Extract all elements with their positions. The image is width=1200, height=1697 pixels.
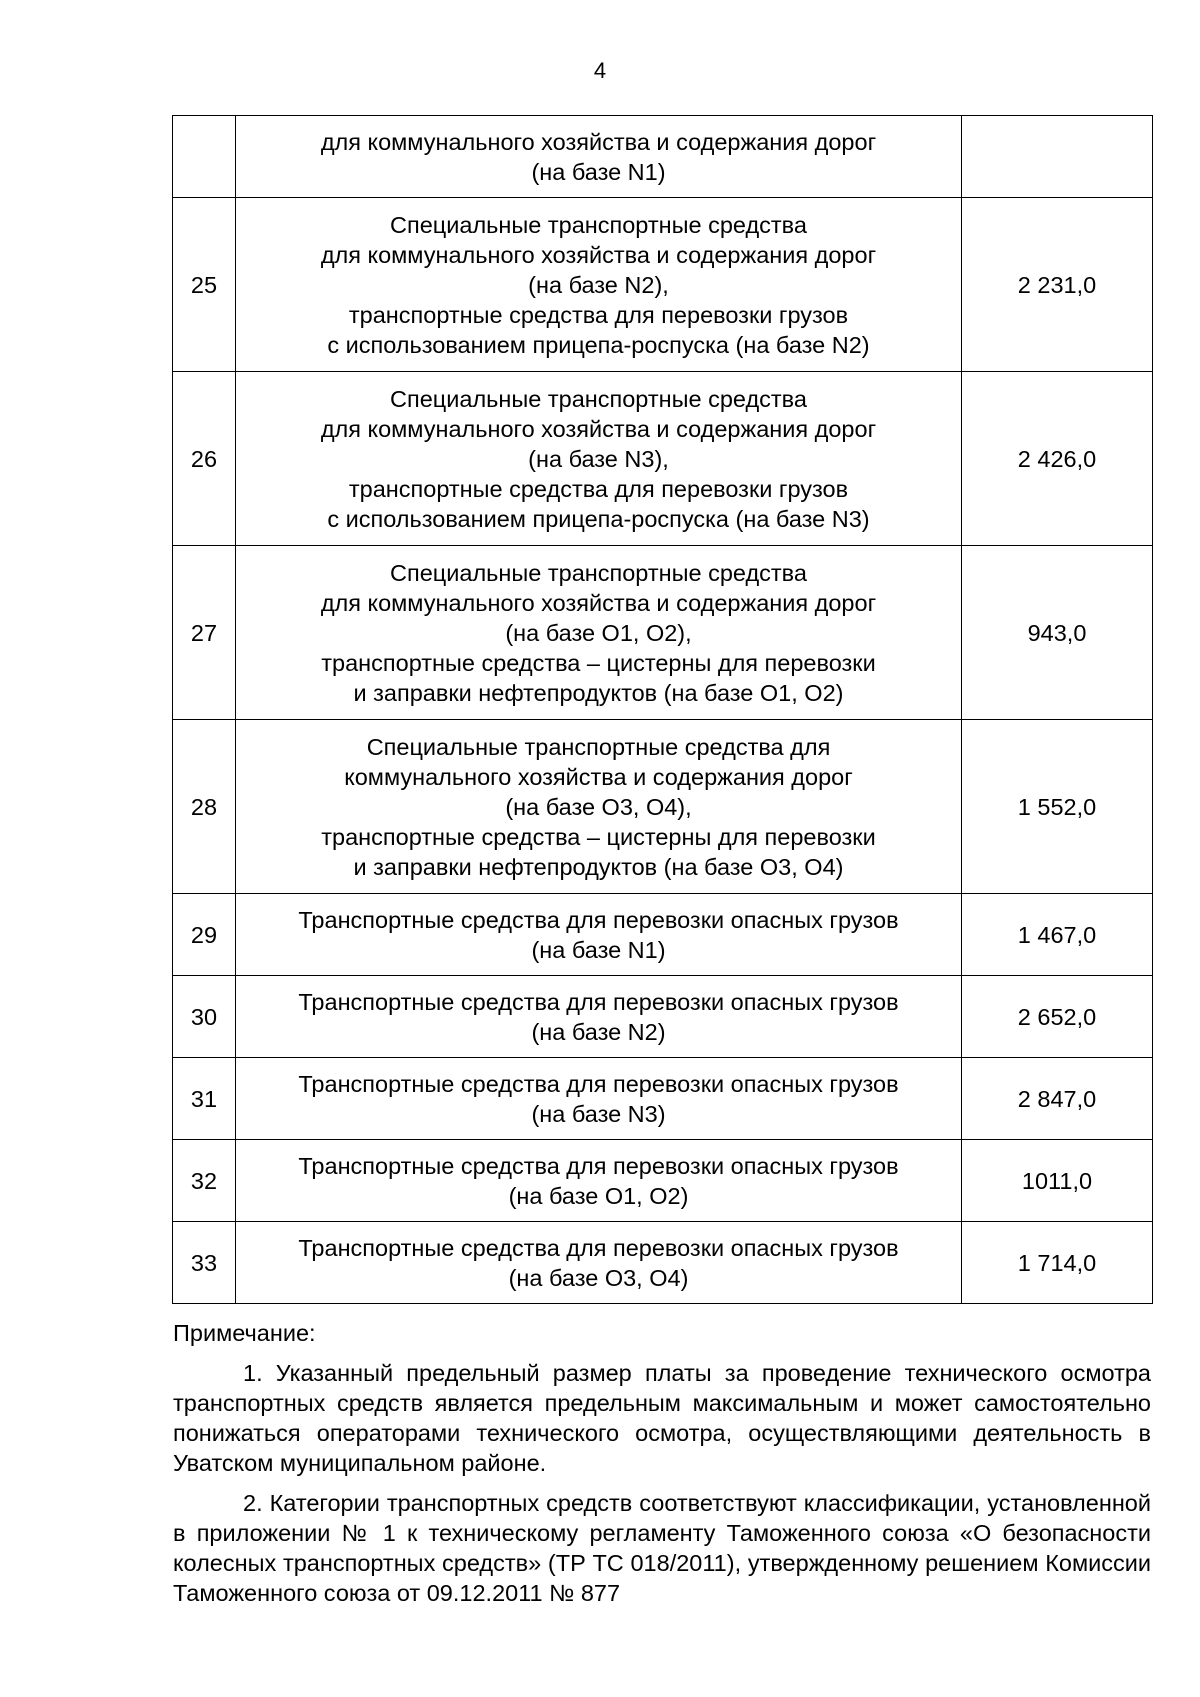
note-paragraph: 1. Указанный предельный размер платы за проведение технического осмотра транспортных средств является предельным максимальным и может самостоятельно понижаться операторами технического осмотра, осуществляющими деятельность в Уватском муниципальном районе. bbox=[173, 1360, 1151, 1476]
row-number: 33 bbox=[173, 1222, 236, 1304]
row-number: 27 bbox=[173, 546, 236, 720]
vehicle-category: Специальные транспортные средства для коммунального хозяйства и содержания дорог (на базе N2), транспортные средства для перевозки грузов с использованием прицепа-роспуска (на базе N2) bbox=[236, 198, 962, 372]
page-number: 4 bbox=[593, 58, 607, 83]
row-number: 28 bbox=[173, 720, 236, 894]
max-fee: 2 426,0 bbox=[962, 372, 1153, 546]
max-fee: 2 847,0 bbox=[962, 1058, 1153, 1140]
max-fee: 1011,0 bbox=[962, 1140, 1153, 1222]
vehicle-category: Транспортные средства для перевозки опасных грузов (на базе N3) bbox=[236, 1058, 962, 1140]
vehicle-category: Транспортные средства для перевозки опасных грузов (на базе N1) bbox=[236, 894, 962, 976]
table-row bbox=[173, 976, 1153, 1058]
row-number bbox=[173, 116, 236, 198]
max-fee: 1 467,0 bbox=[962, 894, 1153, 976]
max-fee: 2 231,0 bbox=[962, 198, 1153, 372]
vehicle-category: Специальные транспортные средства для коммунального хозяйства и содержания дорог (на базе O1, O2), транспортные средства – цистерны для перевозки и заправки нефтепродуктов (на базе O1, O2) bbox=[236, 546, 962, 720]
table-row bbox=[173, 372, 1153, 546]
note-paragraph: 2. Категории транспортных средств соответствуют классификации, установленной в приложении № 1 к техническому регламенту Таможенного союза «О безопасности колесных транспортных средств» (ТР ТС 018/2011), утвержденному решением Комиссии Таможенного союза от 09.12.2011 № 877 bbox=[173, 1490, 1151, 1606]
row-number: 26 bbox=[173, 372, 236, 546]
vehicle-category: Транспортные средства для перевозки опасных грузов (на базе O1, O2) bbox=[236, 1140, 962, 1222]
row-number: 30 bbox=[173, 976, 236, 1058]
row-number: 29 bbox=[173, 894, 236, 976]
table-row bbox=[173, 1222, 1153, 1304]
vehicle-category: для коммунального хозяйства и содержания дорог (на базе N1) bbox=[236, 116, 962, 198]
vehicle-category: Транспортные средства для перевозки опасных грузов (на базе O3, O4) bbox=[236, 1222, 962, 1304]
max-fee: 1 552,0 bbox=[962, 720, 1153, 894]
table-row bbox=[173, 116, 1153, 198]
vehicle-category: Специальные транспортные средства для коммунального хозяйства и содержания дорог (на базе N3), транспортные средства для перевозки грузов с использованием прицепа-роспуска (на базе N3) bbox=[236, 372, 962, 546]
max-fee: 1 714,0 bbox=[962, 1222, 1153, 1304]
max-fee: 2 652,0 bbox=[962, 976, 1153, 1058]
vehicle-category: Транспортные средства для перевозки опасных грузов (на базе N2) bbox=[236, 976, 962, 1058]
notes-section bbox=[173, 1318, 1151, 1618]
notes-title: Примечание: bbox=[173, 1320, 316, 1346]
max-fee: 943,0 bbox=[962, 546, 1153, 720]
row-number: 25 bbox=[173, 198, 236, 372]
table-row bbox=[173, 1140, 1153, 1222]
row-number: 32 bbox=[173, 1140, 236, 1222]
table-row bbox=[173, 198, 1153, 372]
max-fee bbox=[962, 116, 1153, 198]
table-row bbox=[173, 894, 1153, 976]
table-row bbox=[173, 546, 1153, 720]
table-row bbox=[173, 1058, 1153, 1140]
table-row bbox=[173, 720, 1153, 894]
row-number: 31 bbox=[173, 1058, 236, 1140]
vehicle-category: Специальные транспортные средства для коммунального хозяйства и содержания дорог (на базе O3, O4), транспортные средства – цистерны для перевозки и заправки нефтепродуктов (на базе O3, O4) bbox=[236, 720, 962, 894]
fee-table bbox=[172, 115, 1153, 1304]
